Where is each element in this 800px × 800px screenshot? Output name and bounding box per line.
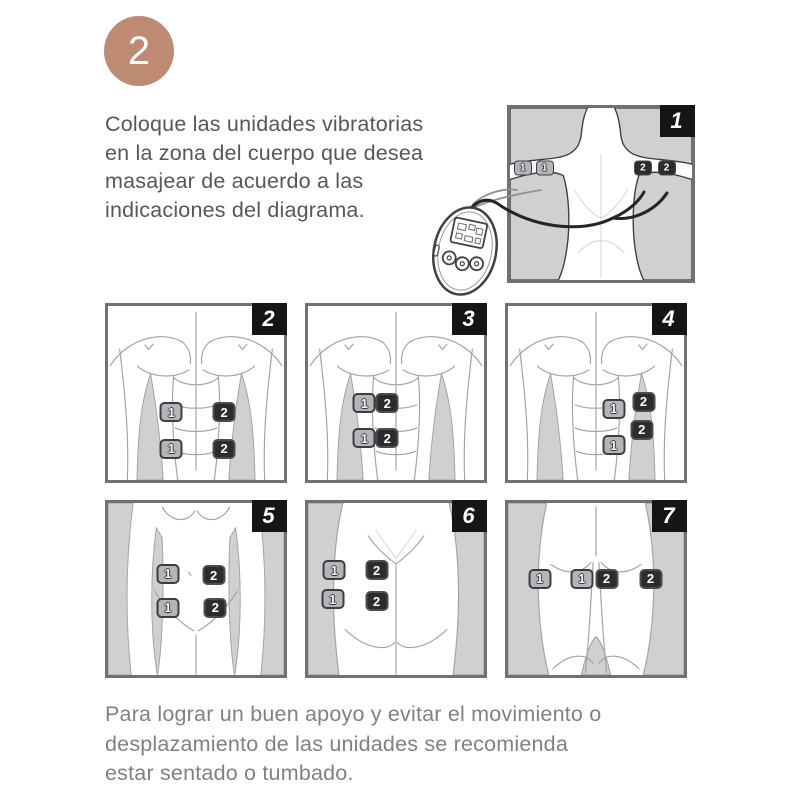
electrode-pad-2: 2 [634, 161, 652, 176]
intro-paragraph [105, 110, 423, 224]
diagram-panel-2 [105, 303, 287, 483]
diagram-panel-4 [505, 303, 687, 483]
electrode-pad-2: 2 [658, 161, 676, 176]
footer-line: desplazamiento de las unidades se recomienda [105, 731, 568, 756]
panel-number-badge: 1 [660, 105, 695, 137]
panel-number-badge: 4 [652, 303, 687, 335]
electrode-pad-2: 2 [595, 569, 618, 589]
electrode-pad-2: 2 [630, 420, 653, 440]
electrode-pad-2: 2 [376, 393, 399, 413]
electrode-pad-1: 1 [602, 435, 625, 455]
electrode-pad-1: 1 [536, 161, 554, 176]
diagram-panel-5 [105, 500, 287, 678]
panel-number-badge: 6 [452, 500, 487, 532]
electrode-pad-2: 2 [376, 428, 399, 448]
diagram-panel-6 [305, 500, 487, 678]
electrode-pad-2: 2 [365, 560, 388, 580]
diagram-panel-1 [507, 105, 695, 283]
electrode-pad-1: 1 [514, 161, 532, 176]
electrode-pad-1: 1 [323, 560, 346, 580]
panel-number-badge: 7 [652, 500, 687, 532]
electrode-pad-1: 1 [528, 569, 551, 589]
electrode-pad-2: 2 [632, 392, 655, 412]
diagram-panel-7 [505, 500, 687, 678]
footer-line: Para lograr un buen apoyo y evitar el movimiento o [105, 702, 602, 726]
intro-line: masajear de acuerdo a las [105, 169, 364, 193]
electrode-pad-1: 1 [602, 399, 625, 419]
panel-number-badge: 3 [452, 303, 487, 335]
display-segments [455, 222, 483, 244]
electrode-pad-1: 1 [156, 564, 179, 584]
panel-number-badge: 2 [252, 303, 287, 335]
control-unit-icon [426, 202, 505, 301]
electrode-pad-2: 2 [639, 569, 662, 589]
electrode-pad-2: 2 [213, 402, 236, 422]
device-buttons [441, 250, 484, 274]
intro-line: en la zona del cuerpo que desea [105, 140, 424, 165]
panel-number-badge: 5 [252, 500, 287, 532]
electrode-pad-2: 2 [213, 439, 236, 459]
intro-line: Coloque las unidades vibratorias [105, 112, 424, 136]
step-number: 2 [127, 28, 151, 73]
electrode-pad-2: 2 [365, 591, 388, 611]
electrode-pad-1: 1 [570, 569, 593, 589]
device-display [450, 217, 487, 248]
electrode-pad-1: 1 [156, 598, 179, 618]
electrode-pad-1: 1 [321, 589, 344, 609]
electrode-pad-2: 2 [202, 565, 225, 585]
footer-paragraph [105, 700, 601, 789]
footer-line: estar sentado o tumbado. [105, 761, 354, 785]
diagram-panel-3 [305, 303, 487, 483]
electrode-pad-1: 1 [160, 439, 183, 459]
electrode-pad-1: 1 [353, 428, 376, 448]
electrode-pad-1: 1 [353, 393, 376, 413]
device-side-clip [433, 245, 439, 257]
electrode-pad-2: 2 [204, 598, 227, 618]
electrode-pad-1: 1 [160, 402, 183, 422]
intro-line: indicaciones del diagrama. [105, 197, 365, 222]
step-number-circle [104, 16, 174, 86]
